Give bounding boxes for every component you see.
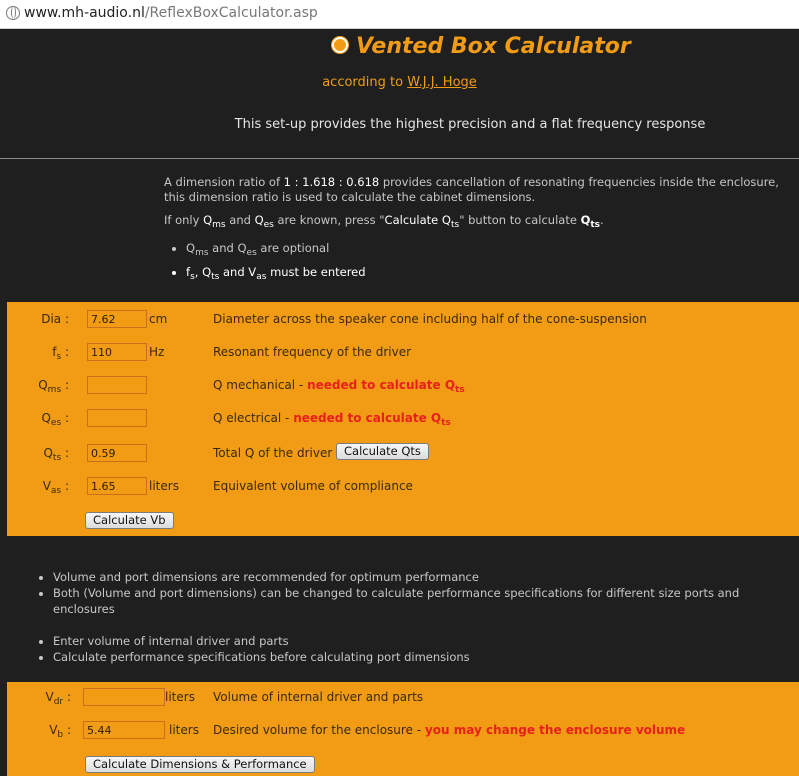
vb-row: $V_b$ : 5.44 liters Desired volume for the enclosure - you may change the enclosure volume [7, 723, 799, 743]
list-item: • Calculate performance specifications before calculating port dimensions [53, 649, 799, 665]
qes-input[interactable] [87, 409, 147, 427]
dia-row: Dia : 7.62 cm Diameter across the speaker cone including half of the cone-suspension [7, 312, 799, 332]
vas-row: $V_{as}$ : 1.65 liters Equivalent volume of compliance [7, 479, 799, 499]
qms-input[interactable] [87, 376, 147, 394]
calculate-qts-button[interactable]: Calculate Qts [336, 443, 429, 460]
address-bar[interactable] [0, 0, 799, 29]
list-item: • Both (Volume and port dimensions) can be changed to calculate performance specifications for different size ports and enclosures [53, 585, 799, 617]
enclosure-panel [7, 682, 799, 776]
url-text[interactable]: www.mh-audio.nl/ReflexBoxCalculator.asp [24, 5, 318, 21]
driver-parameters-panel [7, 302, 799, 536]
notes-section [36, 569, 799, 665]
list-item: • $Q_{ms}$ and $Q_{es}$ are optional [186, 241, 794, 261]
qts-input[interactable] [87, 444, 147, 462]
info-section: A dimension ratio of 1 : 1.618 : 0.618 provides cancellation of resonating frequencies inside the enclosure, this dimension ratio is used to calculate the cabinet dimensions. If only $Q_{ms}$ and $Q_{es}$ are known, press "Calculate $Q_{ts}$" button to calculate $Q_{ts}$. • $Q_{ms}$ and $Q_{es}$ are optional • $f_s$, $Q_{ts}$ and $V_{as}$ must be entered [164, 175, 794, 289]
dia-input[interactable] [87, 310, 147, 328]
calculate-dimensions-button[interactable]: Calculate Dimensions & Performance [85, 756, 315, 773]
qes-row: $Q_{es}$ : Q electrical - needed to calculate $Q_{ts}$ [41, 411, 451, 428]
attribution: according to W.J.J. Hoge [322, 75, 477, 90]
globe-icon [6, 6, 20, 20]
vdr-input[interactable] [83, 688, 165, 706]
calculate-vb-button[interactable]: Calculate Vb [85, 512, 174, 529]
page-title: Vented Box Calculator [332, 34, 631, 59]
list-item: • $f_s$, $Q_{ts}$ and $V_{as}$ must be entered [186, 265, 794, 285]
qts-row: $Q_{ts}$ : 0.59 Total Q of the driver Calculate Qts [7, 446, 799, 466]
vas-input[interactable] [87, 477, 147, 495]
vb-input[interactable] [83, 721, 165, 739]
fs-input[interactable] [87, 343, 147, 361]
list-item: • Enter volume of internal driver and parts [53, 633, 799, 649]
fs-row: $f_s$ : 110 Hz Resonant frequency of the driver [7, 345, 799, 365]
list-item: • Volume and port dimensions are recommended for optimum performance [53, 569, 799, 585]
vdr-row: $V_{dr}$ : liters Volume of internal driver and parts [45, 690, 424, 707]
divider [0, 158, 799, 159]
author-link[interactable]: W.J.J. Hoge [407, 75, 477, 90]
subtitle: This set-up provides the highest precision and a flat frequency response [234, 117, 706, 132]
qms-row: $Q_{ms}$ : Q mechanical - needed to calculate $Q_{ts}$ [38, 378, 465, 395]
orange-bullet-icon [332, 37, 348, 53]
